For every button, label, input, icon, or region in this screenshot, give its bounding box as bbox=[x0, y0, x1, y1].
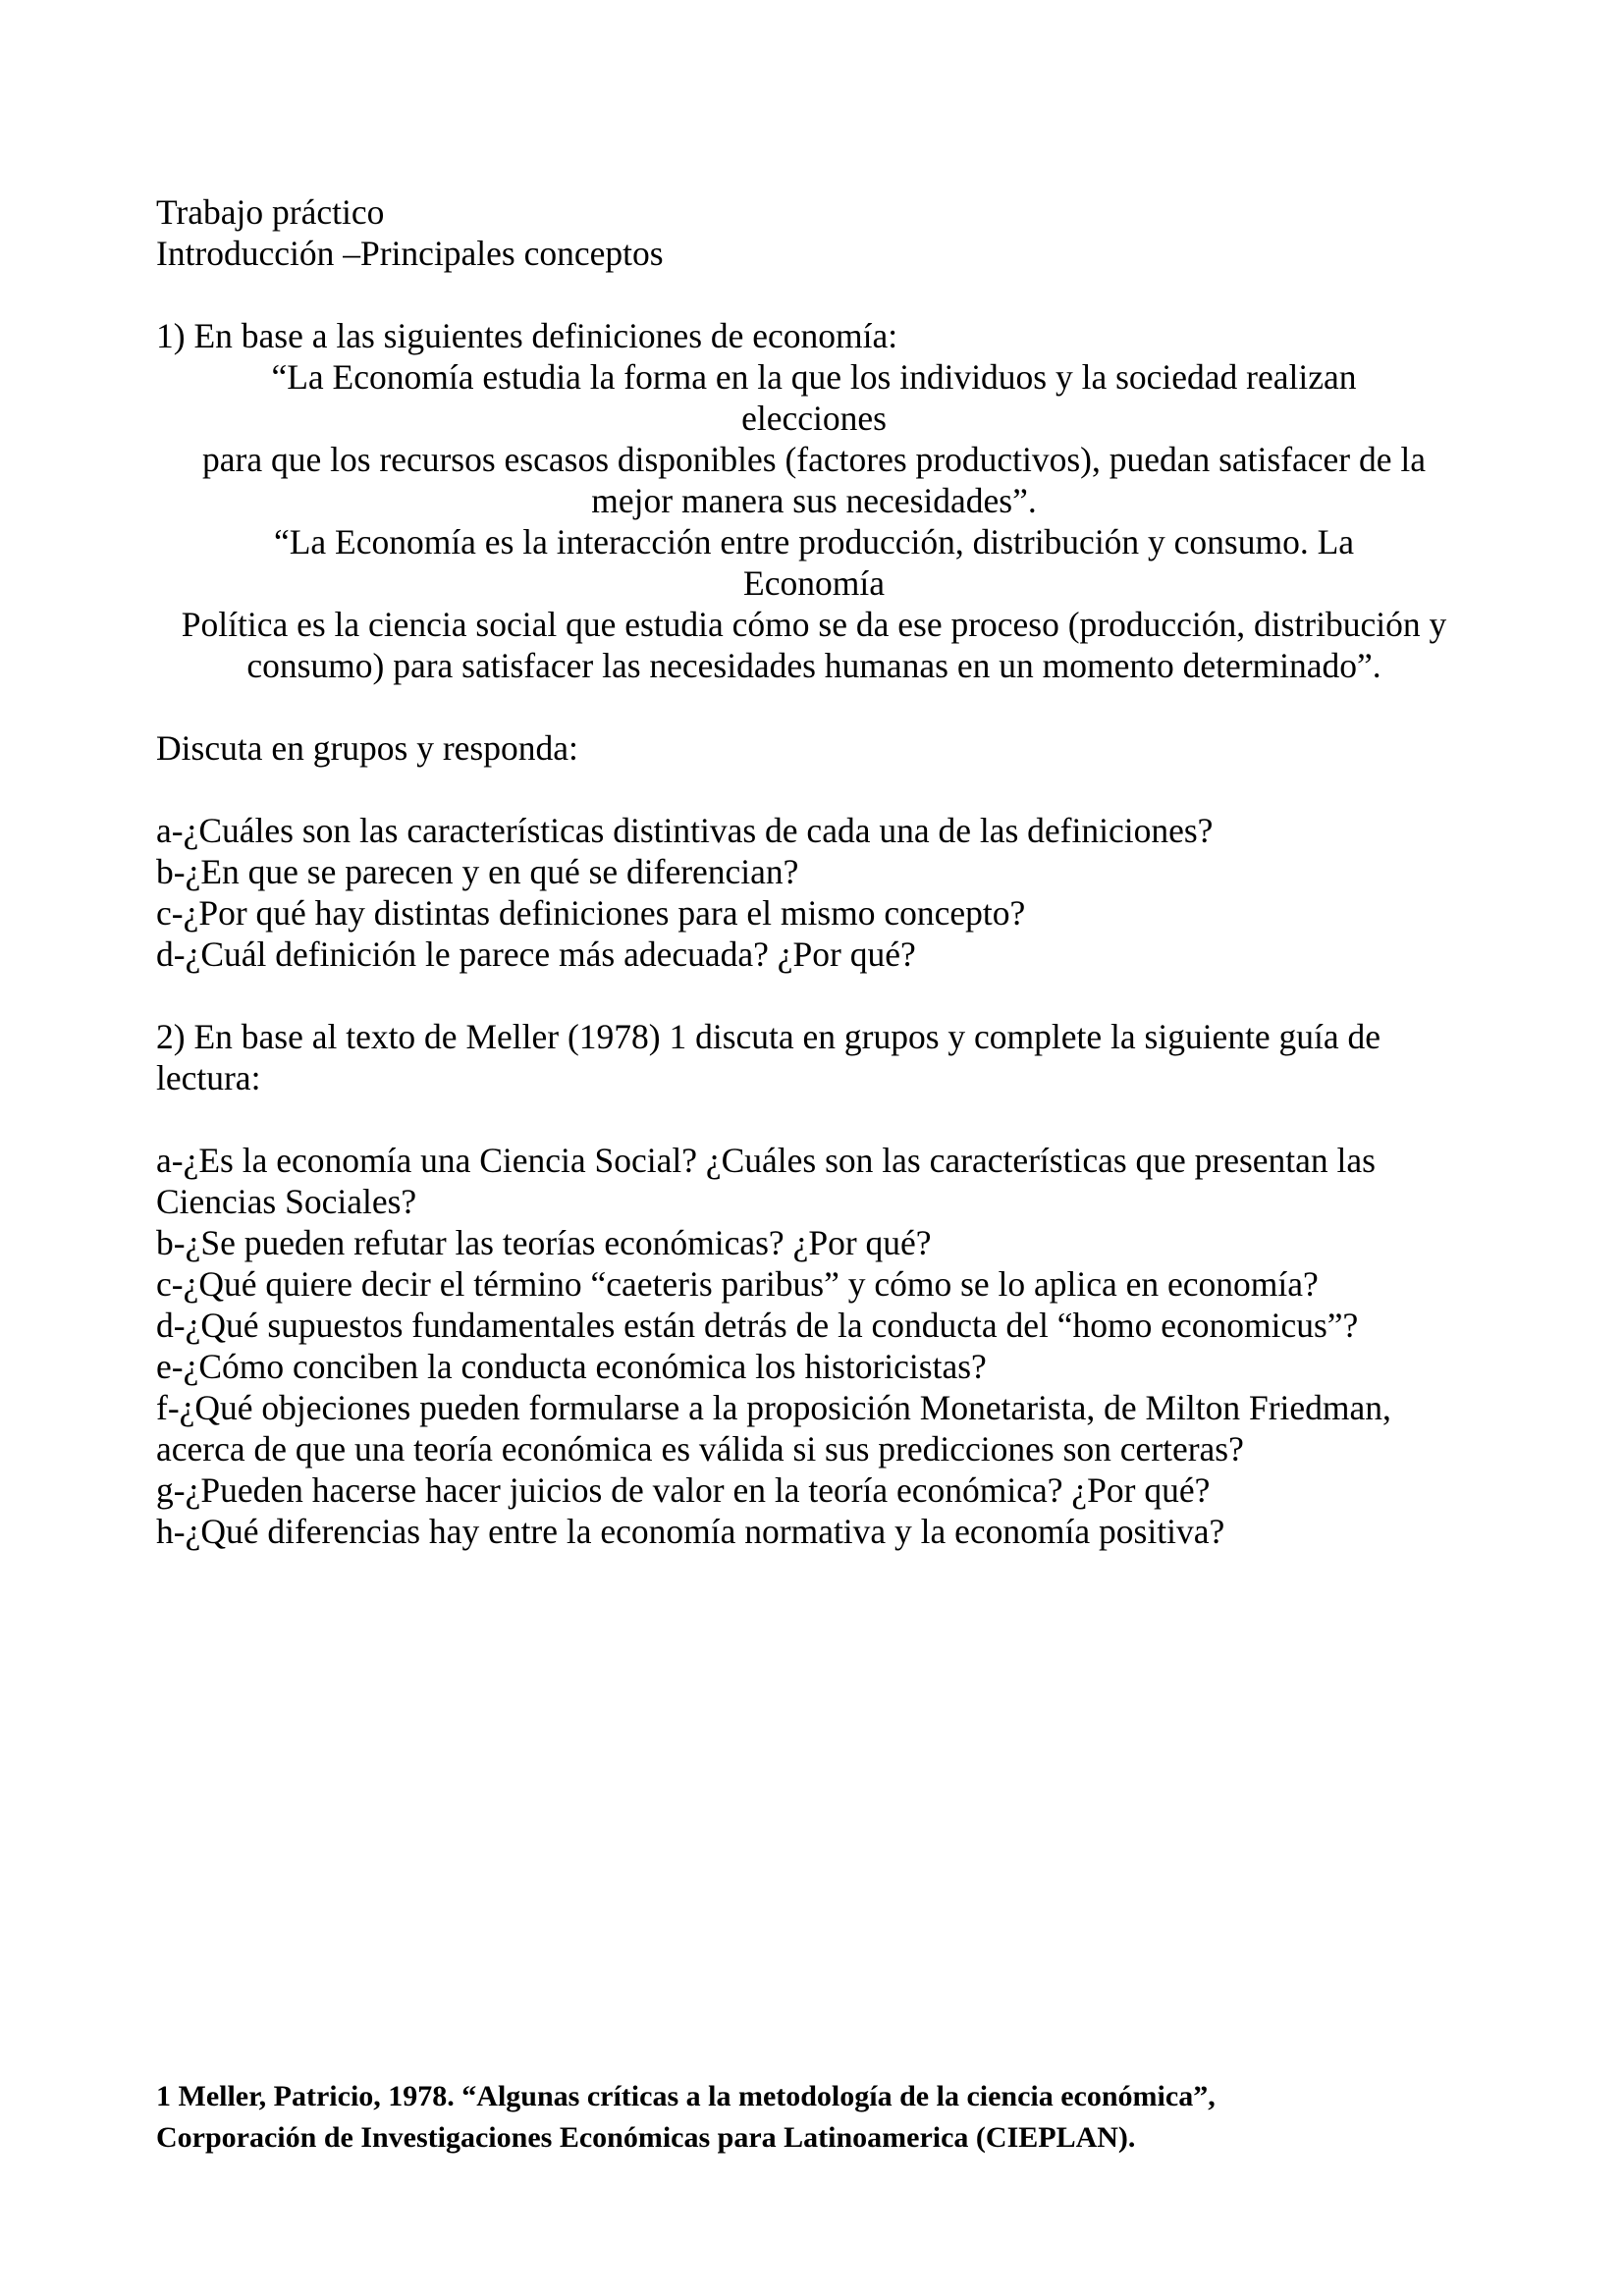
question-item: h-¿Qué diferencias hay entre la economía normativa y la economía positiva? bbox=[156, 1512, 1225, 1551]
spacer bbox=[156, 975, 1472, 1016]
section1-prompt: Discuta en grupos y responda: bbox=[156, 728, 578, 768]
quote-line: consumo) para satisfacer las necesidades humanas en un momento determinado”. bbox=[246, 646, 1381, 685]
question-item: b-¿En que se parecen y en qué se diferencian? bbox=[156, 852, 799, 891]
definition-quote-2 bbox=[156, 521, 1472, 686]
question-item: d-¿Cuál definición le parece más adecuada? ¿Por qué? bbox=[156, 934, 916, 974]
question-item: g-¿Pueden hacerse hacer juicios de valor en la teoría económica? ¿Por qué? bbox=[156, 1470, 1211, 1510]
footnote bbox=[156, 2078, 1472, 2161]
quote-line: mejor manera sus necesidades”. bbox=[591, 481, 1037, 520]
quote-line: elecciones bbox=[741, 399, 887, 438]
question-item: a-¿Cuáles son las características distintivas de cada una de las definiciones? bbox=[156, 811, 1214, 850]
question-item: acerca de que una teoría económica es válida si sus predicciones son certeras? bbox=[156, 1429, 1244, 1468]
footnote-line: Corporación de Investigaciones Económicas para Latinoamerica (CIEPLAN). bbox=[156, 2121, 1136, 2154]
quote-line: Economía bbox=[743, 563, 885, 603]
spacer bbox=[156, 274, 1472, 315]
question-item: a-¿Es la economía una Ciencia Social? ¿Cuáles son las características que presentan las bbox=[156, 1141, 1376, 1180]
section1-question-list bbox=[156, 810, 1472, 975]
quote-line: “La Economía estudia la forma en la que los individuos y la sociedad realizan bbox=[271, 357, 1357, 397]
document-subtitle: Introducción –Principales conceptos bbox=[156, 234, 664, 273]
section2-intro-line: lectura: bbox=[156, 1058, 261, 1097]
definition-quote-1 bbox=[156, 356, 1472, 521]
question-item: d-¿Qué supuestos fundamentales están detrás de la conducta del “homo economicus”? bbox=[156, 1306, 1359, 1345]
document-title: Trabajo práctico bbox=[156, 192, 385, 232]
section1-intro: 1) En base a las siguientes definiciones de economía: bbox=[156, 316, 898, 355]
question-item: c-¿Por qué hay distintas definiciones para el mismo concepto? bbox=[156, 893, 1026, 933]
section2-intro-line: 2) En base al texto de Meller (1978) 1 discuta en grupos y complete la siguiente guía de bbox=[156, 1017, 1381, 1056]
document-body bbox=[156, 191, 1472, 1552]
quote-line: “La Economía es la interacción entre producción, distribución y consumo. La bbox=[273, 522, 1355, 561]
spacer bbox=[156, 1098, 1472, 1140]
question-item: c-¿Qué quiere decir el término “caeteris paribus” y cómo se lo aplica en economía? bbox=[156, 1264, 1319, 1304]
question-item: b-¿Se pueden refutar las teorías económicas? ¿Por qué? bbox=[156, 1223, 932, 1262]
question-item: f-¿Qué objeciones pueden formularse a la proposición Monetarista, de Milton Friedman, bbox=[156, 1388, 1391, 1427]
question-item: e-¿Cómo conciben la conducta económica los historicistas? bbox=[156, 1347, 987, 1386]
quote-line: para que los recursos escasos disponibles (factores productivos), puedan satisfacer de la bbox=[201, 440, 1427, 479]
spacer bbox=[156, 686, 1472, 727]
footnote-line: 1 Meller, Patricio, 1978. “Algunas críticas a la metodología de la ciencia económica”, bbox=[156, 2080, 1216, 2112]
section2-question-list bbox=[156, 1140, 1472, 1552]
question-item: Ciencias Sociales? bbox=[156, 1182, 417, 1221]
spacer bbox=[156, 769, 1472, 810]
quote-line: Política es la ciencia social que estudia cómo se da ese proceso (producción, distribución y bbox=[181, 605, 1447, 644]
